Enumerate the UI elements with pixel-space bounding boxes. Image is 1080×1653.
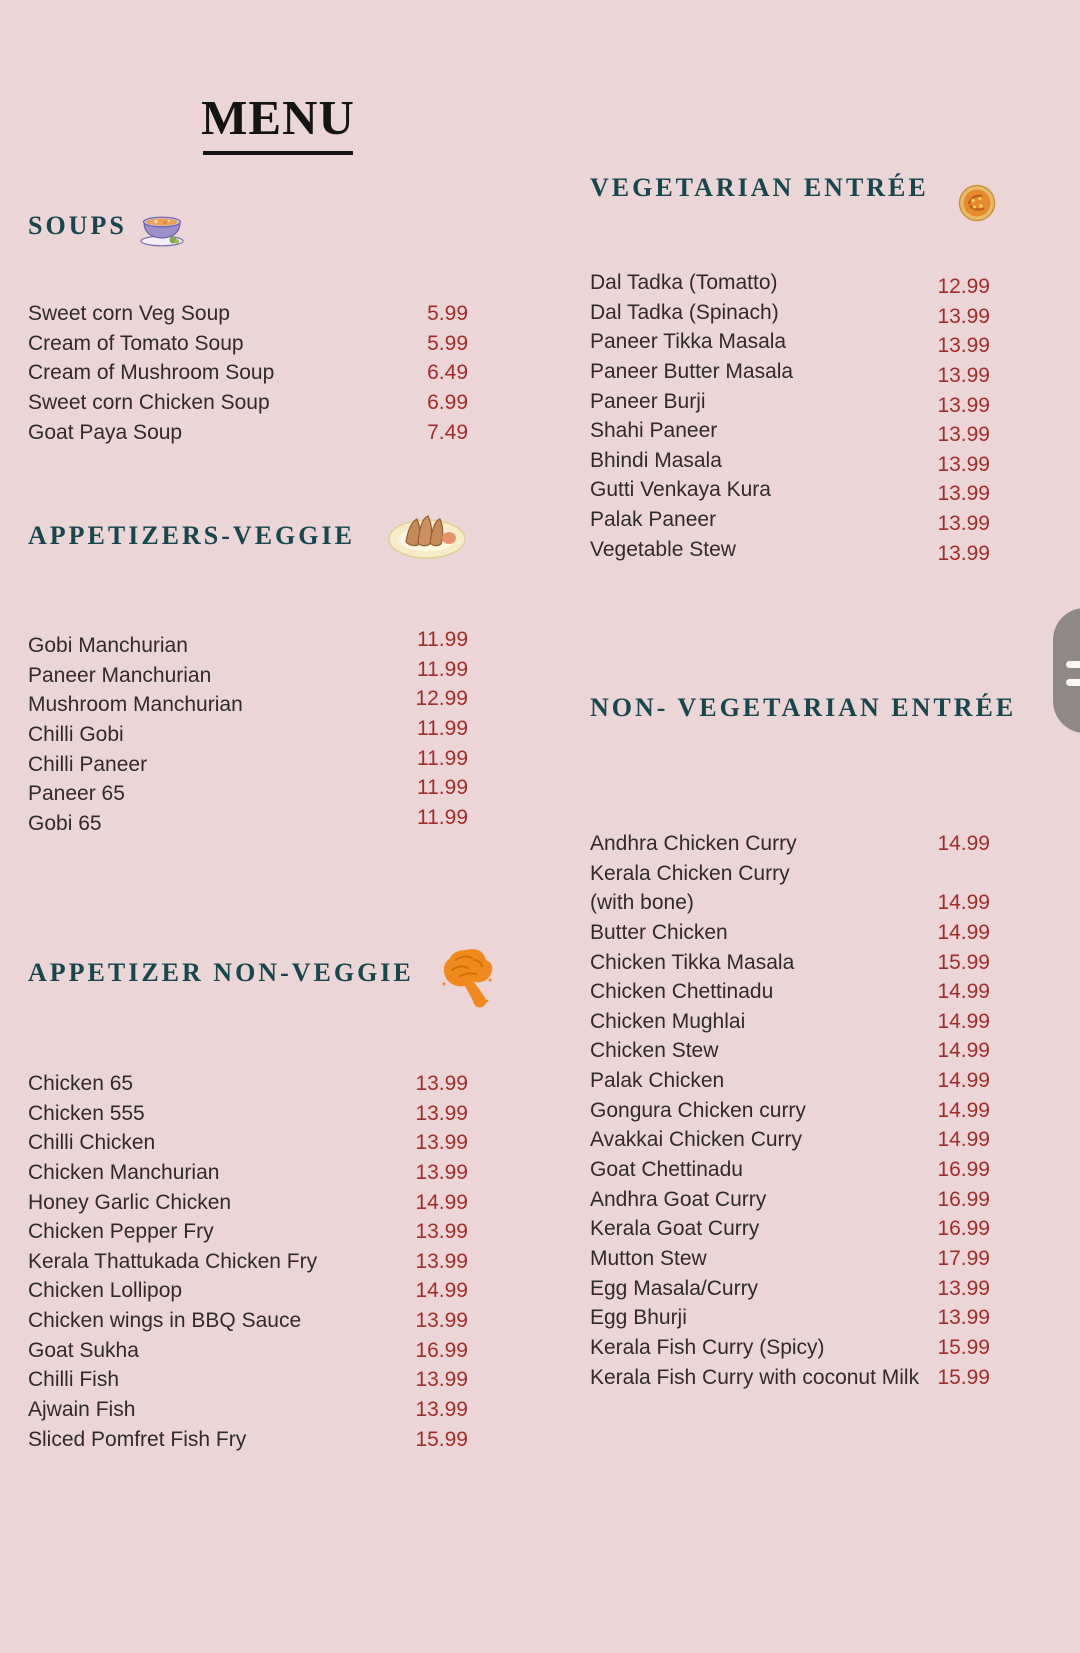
menu-item-row xyxy=(590,1363,990,1393)
item-name: Egg Masala/Curry xyxy=(590,1276,759,1300)
menu-item-row xyxy=(590,1125,990,1155)
item-price: 13.99 xyxy=(937,541,990,565)
item-price: 13.99 xyxy=(415,1220,468,1244)
item-price: 7.49 xyxy=(427,420,468,444)
item-price: 14.99 xyxy=(937,891,990,915)
menu-item-row xyxy=(28,1099,468,1129)
item-name: Kerala Fish Curry with coconut Milk xyxy=(590,1365,920,1389)
menu-item-row xyxy=(590,387,990,417)
item-price: 13.99 xyxy=(937,363,990,387)
item-price: 13.99 xyxy=(937,1276,990,1300)
item-price: 12.99 xyxy=(415,687,468,711)
item-price: 13.99 xyxy=(415,1368,468,1392)
item-price: 13.99 xyxy=(415,1160,468,1184)
section-title-appetizers-veggie: APPETIZERS-VEGGIE xyxy=(28,521,355,550)
item-name: Sweet corn Chicken Soup xyxy=(28,390,270,414)
item-name: Mushroom Manchurian xyxy=(28,693,243,717)
item-name: Gobi 65 xyxy=(28,811,102,835)
item-price: 11.99 xyxy=(417,805,468,829)
item-price: 15.99 xyxy=(937,1365,990,1389)
item-name: Dal Tadka (Spinach) xyxy=(590,300,779,324)
item-name: Gongura Chicken curry xyxy=(590,1098,806,1122)
item-name: Andhra Goat Curry xyxy=(590,1187,767,1211)
item-price: 11.99 xyxy=(417,716,468,740)
item-price: 13.99 xyxy=(937,482,990,506)
menu-item-row xyxy=(590,948,990,978)
item-price: 13.99 xyxy=(937,304,990,328)
hamburger-lines-icon xyxy=(1066,679,1080,686)
item-price: 14.99 xyxy=(937,1098,990,1122)
item-price: 14.99 xyxy=(937,1128,990,1152)
item-price: 16.99 xyxy=(937,1158,990,1182)
item-name: Goat Chettinadu xyxy=(590,1158,743,1182)
item-price: 14.99 xyxy=(937,832,990,855)
menu-item-row xyxy=(28,299,468,329)
menu-item-row xyxy=(590,446,990,476)
item-name: Palak Paneer xyxy=(590,508,717,532)
item-name: Chicken Stew xyxy=(590,1039,719,1063)
item-name: Chicken Mughlai xyxy=(590,1009,746,1033)
menu-item-row xyxy=(590,268,990,298)
item-price: 14.99 xyxy=(937,920,990,944)
item-name: Paneer Tikka Masala xyxy=(590,330,787,354)
menu-item-row xyxy=(28,1425,468,1455)
item-price: 14.99 xyxy=(415,1279,468,1303)
menu-item-row xyxy=(590,535,990,565)
item-name: Kerala Thattukada Chicken Fry xyxy=(28,1249,318,1273)
item-price: 13.99 xyxy=(937,1306,990,1330)
item-name: Paneer 65 xyxy=(28,782,125,806)
menu-item-row xyxy=(590,1007,990,1037)
item-price: 12.99 xyxy=(937,275,990,298)
menu-item-row xyxy=(590,1185,990,1215)
item-name: Chicken 555 xyxy=(28,1101,145,1125)
item-name: Ajwain Fish xyxy=(28,1398,136,1422)
menu-item-row xyxy=(590,1244,990,1274)
item-name: Palak Chicken xyxy=(590,1069,725,1093)
item-price: 13.99 xyxy=(415,1398,468,1422)
item-name: Chicken Chettinadu xyxy=(590,980,774,1004)
menu-item-row xyxy=(28,358,468,388)
item-price: 11.99 xyxy=(417,657,468,681)
item-price: 11.99 xyxy=(417,776,468,800)
menu-item-row xyxy=(28,1069,468,1099)
item-name: Chilli Paneer xyxy=(28,752,148,776)
item-name: Vegetable Stew xyxy=(590,537,736,561)
item-name: Andhra Chicken Curry xyxy=(590,832,797,855)
appetizer-non-veggie-item-list xyxy=(28,1069,468,1454)
item-price: 16.99 xyxy=(937,1187,990,1211)
menu-item-row xyxy=(590,859,990,889)
menu-item-row xyxy=(28,1395,468,1425)
item-name: Bhindi Masala xyxy=(590,448,722,472)
item-name: Cream of Tomato Soup xyxy=(28,331,244,355)
menu-item-row xyxy=(28,418,468,448)
item-name: Mutton Stew xyxy=(590,1246,707,1270)
menu-item-row xyxy=(590,327,990,357)
item-price: 13.99 xyxy=(415,1131,468,1155)
item-name: Kerala Fish Curry (Spicy) xyxy=(590,1335,825,1359)
section-title-vegetarian-entree: VEGETARIAN ENTRÉE xyxy=(590,173,929,202)
menu-item-row xyxy=(590,1333,990,1363)
menu-item-row xyxy=(28,1247,468,1277)
item-price: 13.99 xyxy=(415,1249,468,1273)
item-name: Avakkai Chicken Curry xyxy=(590,1128,803,1152)
curry-bowl-icon xyxy=(958,184,996,227)
menu-item-row xyxy=(590,1303,990,1333)
item-name: Goat Sukha xyxy=(28,1338,139,1362)
item-name: Chilli Fish xyxy=(28,1368,120,1392)
vegetarian-entree-item-list xyxy=(590,268,990,564)
item-price: 14.99 xyxy=(937,1009,990,1033)
item-price: 15.99 xyxy=(937,950,990,974)
item-name: Sliced Pomfret Fish Fry xyxy=(28,1427,247,1451)
menu-item-row xyxy=(28,776,468,809)
item-price: 15.99 xyxy=(937,1335,990,1359)
fried-chicken-leg-icon xyxy=(438,946,498,1015)
item-name: Sweet corn Veg Soup xyxy=(28,302,230,325)
item-price: 13.99 xyxy=(937,512,990,536)
menu-item-row xyxy=(590,1066,990,1096)
item-name: Chilli Gobi xyxy=(28,722,124,746)
menu-item-row xyxy=(28,628,468,661)
menu-item-row xyxy=(28,329,468,359)
menu-item-row xyxy=(28,388,468,418)
item-price: 6.99 xyxy=(427,390,468,414)
item-name: Honey Garlic Chicken xyxy=(28,1190,232,1214)
item-price: 13.99 xyxy=(415,1309,468,1333)
item-name: Kerala Chicken Curry xyxy=(590,861,790,885)
menu-item-row xyxy=(590,1214,990,1244)
item-price: 13.99 xyxy=(937,423,990,447)
item-name: (with bone) xyxy=(590,891,694,915)
menu-item-row xyxy=(28,1306,468,1336)
page-title-text: MENU xyxy=(201,90,355,145)
floating-menu-button[interactable] xyxy=(1053,608,1080,733)
menu-item-row xyxy=(28,1128,468,1158)
menu-item-row xyxy=(28,805,468,839)
section-title-non-vegetarian-entree: NON- VEGETARIAN ENTRÉE xyxy=(590,693,1017,722)
item-price: 13.99 xyxy=(937,393,990,417)
menu-item-row xyxy=(590,505,990,535)
menu-item-row xyxy=(28,1217,468,1247)
item-name: Paneer Burji xyxy=(590,389,706,413)
soup-bowl-icon xyxy=(139,209,185,252)
menu-item-row xyxy=(28,687,468,720)
item-name: Chicken wings in BBQ Sauce xyxy=(28,1309,302,1333)
menu-item-row xyxy=(28,657,468,691)
non-vegetarian-entree-item-list xyxy=(590,829,990,1392)
menu-item-row xyxy=(590,1036,990,1066)
item-price: 15.99 xyxy=(415,1427,468,1451)
menu-item-row xyxy=(590,888,990,918)
appetizers-veggie-item-list xyxy=(28,628,468,838)
menu-item-row xyxy=(590,829,990,859)
item-price: 14.99 xyxy=(937,980,990,1004)
title-underline xyxy=(203,151,353,155)
menu-item-row xyxy=(28,1336,468,1366)
menu-item-row xyxy=(590,475,990,505)
item-price: 17.99 xyxy=(937,1246,990,1270)
item-price: 13.99 xyxy=(937,452,990,476)
item-price: 11.99 xyxy=(417,628,468,651)
item-name: Gobi Manchurian xyxy=(28,634,188,657)
menu-item-row xyxy=(590,1274,990,1304)
item-name: Butter Chicken xyxy=(590,920,728,944)
menu-item-row xyxy=(28,1365,468,1395)
item-price: 13.99 xyxy=(937,334,990,358)
hamburger-lines-icon xyxy=(1066,661,1080,668)
menu-item-row xyxy=(590,1155,990,1185)
item-price: 14.99 xyxy=(415,1190,468,1214)
item-price: 13.99 xyxy=(415,1101,468,1125)
menu-item-row xyxy=(590,298,990,328)
menu-item-row xyxy=(590,416,990,446)
item-name: Chilli Chicken xyxy=(28,1131,156,1155)
item-name: Chicken Tikka Masala xyxy=(590,950,795,974)
item-name: Shahi Paneer xyxy=(590,419,718,443)
item-name: Chicken Lollipop xyxy=(28,1279,183,1303)
item-name: Gutti Venkaya Kura xyxy=(590,478,771,502)
soups-item-list xyxy=(28,299,468,447)
samosa-plate-icon xyxy=(386,510,468,567)
item-price: 5.99 xyxy=(427,331,468,355)
item-name: Paneer Butter Masala xyxy=(590,359,794,383)
menu-item-row xyxy=(28,1158,468,1188)
menu-item-row xyxy=(28,716,468,750)
page-title xyxy=(153,92,403,155)
item-price: 14.99 xyxy=(937,1039,990,1063)
item-name: Chicken Manchurian xyxy=(28,1160,220,1184)
section-title-soups: SOUPS xyxy=(28,211,127,240)
item-name: Chicken 65 xyxy=(28,1072,134,1095)
menu-item-row xyxy=(28,1188,468,1218)
section-title-appetizer-non-veggie: APPETIZER NON-VEGGIE xyxy=(28,958,414,987)
item-price: 11.99 xyxy=(417,746,468,770)
item-name: Egg Bhurji xyxy=(590,1306,687,1330)
item-name: Chicken Pepper Fry xyxy=(28,1220,214,1244)
item-name: Kerala Goat Curry xyxy=(590,1217,760,1241)
item-name: Cream of Mushroom Soup xyxy=(28,361,275,385)
menu-item-row xyxy=(590,1096,990,1126)
item-price: 14.99 xyxy=(937,1069,990,1093)
menu-item-row xyxy=(28,746,468,780)
item-price: 6.49 xyxy=(427,361,468,385)
item-name: Goat Paya Soup xyxy=(28,420,183,444)
item-price: 5.99 xyxy=(427,302,468,325)
item-price: 13.99 xyxy=(415,1072,468,1095)
item-price: 16.99 xyxy=(415,1338,468,1362)
menu-item-row xyxy=(590,918,990,948)
item-name: Dal Tadka (Tomatto) xyxy=(590,271,778,294)
menu-item-row xyxy=(590,357,990,387)
item-price: 16.99 xyxy=(937,1217,990,1241)
item-name: Paneer Manchurian xyxy=(28,663,212,687)
menu-item-row xyxy=(28,1276,468,1306)
menu-item-row xyxy=(590,977,990,1007)
